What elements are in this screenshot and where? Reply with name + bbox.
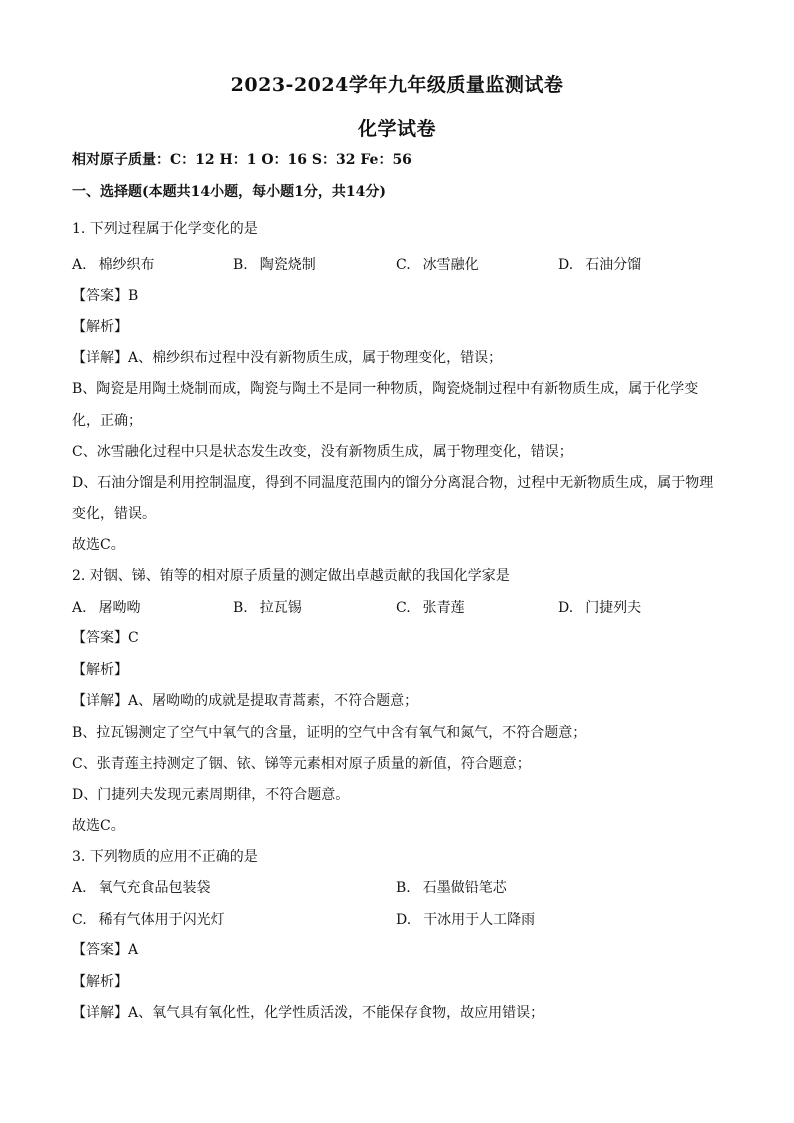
q1-option-a [72, 255, 155, 275]
q2-detail-line: D、门捷列夫发现元素周期律，不符合题意。 [72, 787, 350, 803]
q2-option-a [72, 598, 141, 618]
q1-option-c [396, 255, 479, 275]
option-letter: D. [558, 600, 574, 616]
option-text: 张青莲 [422, 600, 465, 616]
option-letter: D. [396, 912, 412, 928]
option-text: 棉纱织布 [98, 257, 155, 273]
q1-detail-line: 【详解】A、棉纱织布过程中没有新物质生成，属于物理变化，错误； [72, 350, 503, 366]
section-heading: 一、选择题(本题共14小题，每小题1分，共14分) [72, 184, 386, 200]
q2-answer: 【答案】C [72, 630, 139, 646]
option-text: 冰雪融化 [422, 257, 479, 273]
option-text: 拉瓦锡 [259, 600, 302, 616]
option-text: 氧气充食品包装袋 [98, 880, 211, 896]
q3-option-b [396, 878, 507, 898]
option-letter: C. [396, 257, 411, 273]
option-text: 稀有气体用于闪光灯 [98, 912, 225, 928]
q3-analysis-label: 【解析】 [72, 974, 128, 990]
q3-detail-line: 【详解】A、氧气具有氧化性，化学性质活泼，不能保存食物，故应用错误； [72, 1005, 545, 1021]
option-text: 屠呦呦 [98, 600, 141, 616]
atomic-mass-line: 相对原子质量：C：12 H：1 O：16 S：32 Fe：56 [72, 152, 412, 168]
q1-detail-line: C、冰雪融化过程中只是状态发生改变，没有新物质生成，属于物理变化，错误； [72, 444, 573, 460]
q1-detail-line: B、陶瓷是用陶土烧制而成，陶瓷与陶土不是同一种物质，陶瓷烧制过程中有新物质生成，属于化学变 [72, 381, 699, 397]
option-text: 干冰用于人工降雨 [423, 912, 536, 928]
option-letter: D. [558, 257, 574, 273]
page-subtitle: 化学试卷 [357, 118, 436, 140]
question-1-stem: 1. 下列过程属于化学变化的是 [72, 221, 258, 237]
q3-option-c [72, 910, 225, 930]
q3-answer: 【答案】A [72, 942, 139, 958]
option-letter: A. [72, 257, 87, 273]
option-text: 陶瓷烧制 [259, 257, 316, 273]
q2-option-d [558, 598, 641, 618]
page-title: 2023-2024学年九年级质量监测试卷 [230, 74, 564, 96]
option-letter: B. [233, 600, 248, 616]
q1-option-b [233, 255, 316, 275]
option-letter: C. [72, 912, 87, 928]
q2-detail-line: 【详解】A、屠呦呦的成就是提取青蒿素，不符合题意； [72, 693, 419, 709]
q2-detail-line: 故选C。 [72, 818, 125, 834]
question-2-stem: 2. 对铟、锑、铕等的相对原子质量的测定做出卓越贡献的我国化学家是 [72, 568, 510, 584]
q3-option-d [396, 910, 535, 930]
option-letter: B. [233, 257, 248, 273]
q2-analysis-label: 【解析】 [72, 662, 128, 678]
q2-option-b [233, 598, 302, 618]
q1-detail-line: 化，正确； [72, 413, 142, 429]
q3-option-a [72, 878, 211, 898]
option-text: 石油分馏 [585, 257, 642, 273]
question-3-stem: 3. 下列物质的应用不正确的是 [72, 849, 258, 865]
q1-detail-line: D、石油分馏是利用控制温度，得到不同温度范围内的馏分分离混合物，过程中无新物质生成，属于物理 [72, 475, 714, 491]
option-letter: B. [396, 880, 411, 896]
option-letter: A. [72, 880, 87, 896]
option-letter: A. [72, 600, 87, 616]
option-text: 石墨做铅笔芯 [422, 880, 507, 896]
q1-option-d [558, 255, 641, 275]
q2-detail-line: B、拉瓦锡测定了空气中氧气的含量，证明的空气中含有氧气和氮气，不符合题意； [72, 725, 587, 741]
option-text: 门捷列夫 [585, 600, 642, 616]
q2-option-c [396, 598, 465, 618]
q1-detail-line: 故选C。 [72, 537, 125, 553]
q1-detail-line: 变化，错误。 [72, 506, 156, 522]
q1-analysis-label: 【解析】 [72, 319, 128, 335]
option-letter: C. [396, 600, 411, 616]
q2-detail-line: C、张青莲主持测定了铟、铱、锑等元素相对原子质量的新值，符合题意； [72, 756, 531, 772]
q1-answer: 【答案】B [72, 288, 139, 304]
